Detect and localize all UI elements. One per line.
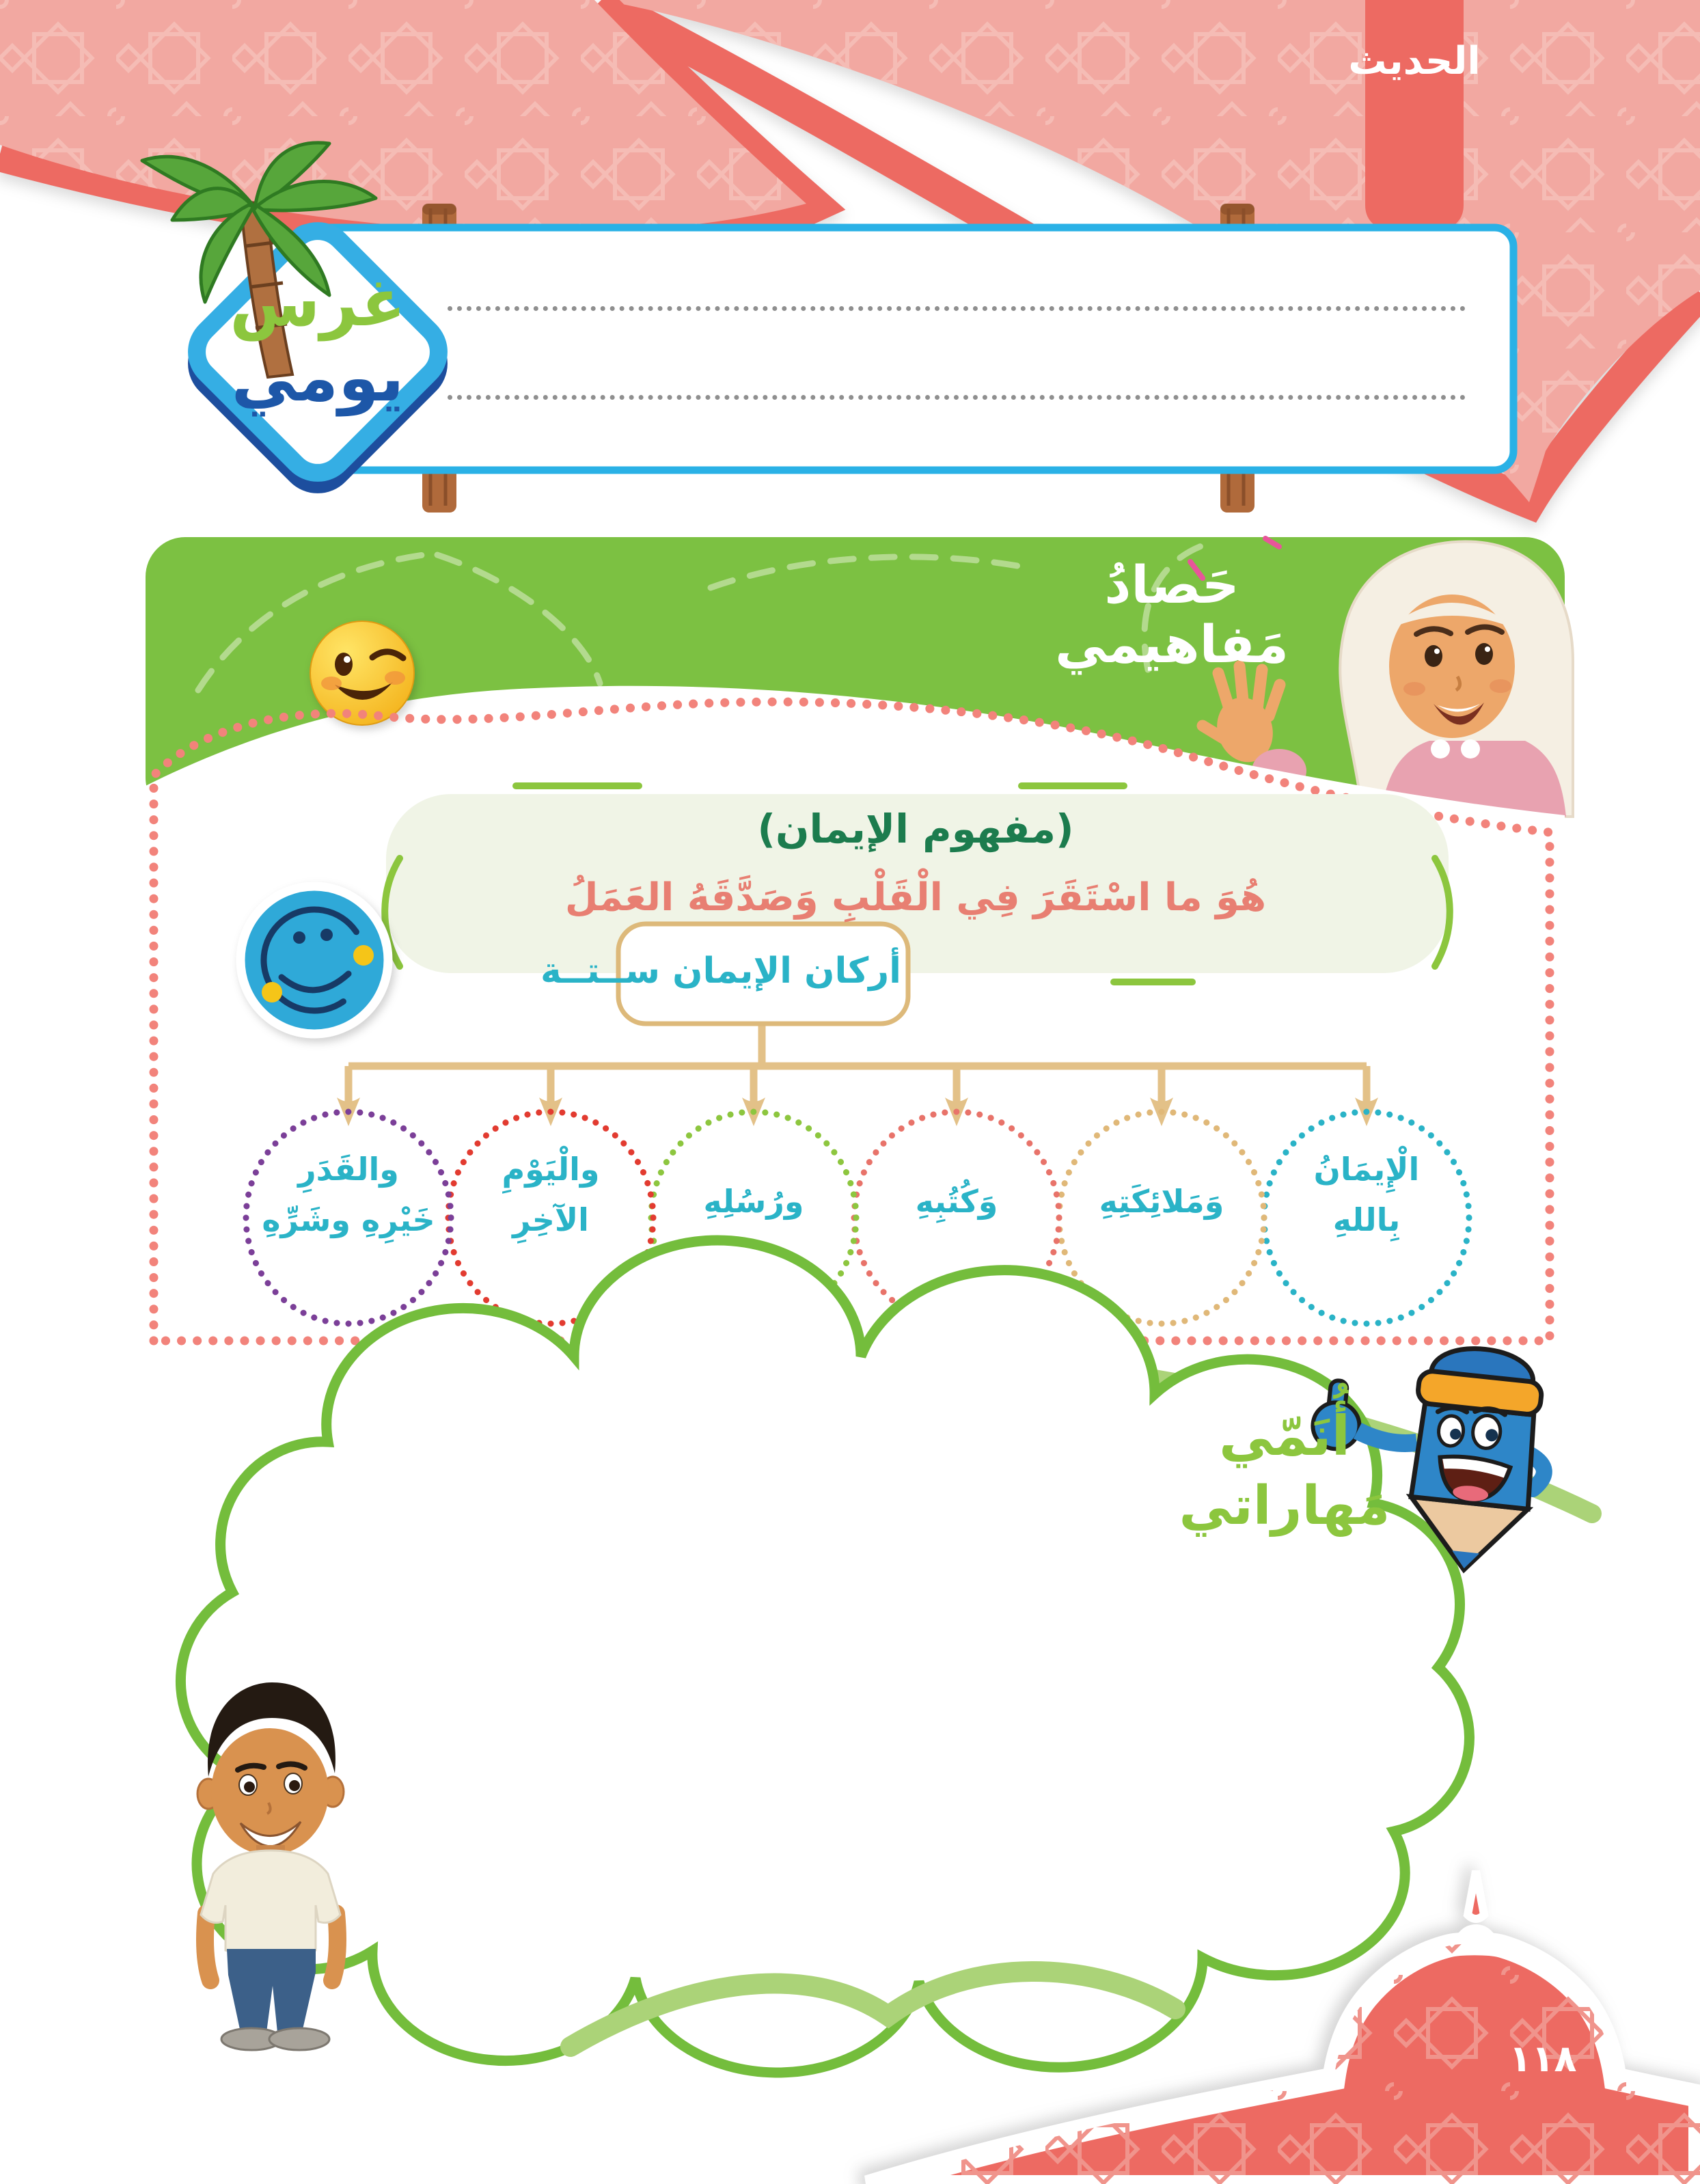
- skills-title-line2: مَهاراتي: [1179, 1475, 1390, 1537]
- pillar-label-3: [847, 1177, 1066, 1227]
- subject-tab-label: الحديث: [1348, 39, 1481, 83]
- pillar-label-line: الآخِرِ: [512, 1201, 589, 1238]
- writing-board: [290, 228, 1513, 470]
- page-number: ١١٨: [1509, 2037, 1577, 2080]
- pillar-label-6: [239, 1145, 458, 1245]
- pillar-label-5: [441, 1145, 660, 1245]
- concept-definition: هُوَ ما اسْتَقَرَ فِي الْقَلْبِ وَصَدَّقَهُ العَمَلُ: [564, 875, 1267, 920]
- pillars-title: أركان الإيمان ســتــة: [540, 951, 901, 992]
- pillar-label-line: ورُسُلِهِ: [703, 1183, 804, 1220]
- daily-planting-board: [290, 204, 1513, 513]
- skills-title: [1155, 1401, 1414, 1541]
- pillar-label-line: والقَدَرِ: [298, 1151, 399, 1188]
- pillar-label-line: خَيْرِهِ وشَرِّهِ: [262, 1201, 435, 1238]
- badge-label-bottom: يومي: [231, 340, 405, 416]
- pillar-label-line: الْإِيمَانُ: [1313, 1151, 1420, 1188]
- smiley-sticker-icon: [241, 886, 388, 1034]
- board-write-line-1[interactable]: [448, 306, 1466, 311]
- skills-title-line1: أُنَمّي: [1218, 1404, 1351, 1468]
- pillar-label-line: بِاللهِ: [1332, 1201, 1401, 1238]
- pillar-label-line: والْيَوْمِ: [502, 1151, 600, 1188]
- pillar-label-line: وَمَلائِكَتِهِ: [1099, 1183, 1224, 1220]
- pillar-label-line: وَكُتُبِهِ: [915, 1183, 998, 1220]
- arrow-down-icon: [337, 1097, 1378, 1126]
- badge-label-top: غرس: [230, 264, 406, 341]
- pillar-label-2: [1052, 1177, 1271, 1227]
- wink-emoji-icon: [310, 621, 414, 725]
- harvest-title-line1: حَصادُ: [1104, 554, 1239, 615]
- concept-title: (مفهوم الإيمان): [757, 806, 1074, 852]
- pillar-label-4: [644, 1177, 863, 1227]
- harvest-title: [1052, 555, 1291, 674]
- board-write-line-2[interactable]: [448, 395, 1466, 400]
- harvest-title-line2: مَفاهيمي: [1055, 614, 1289, 675]
- pillar-label-1: [1257, 1145, 1476, 1245]
- skills-writing-area[interactable]: [287, 1572, 1353, 1941]
